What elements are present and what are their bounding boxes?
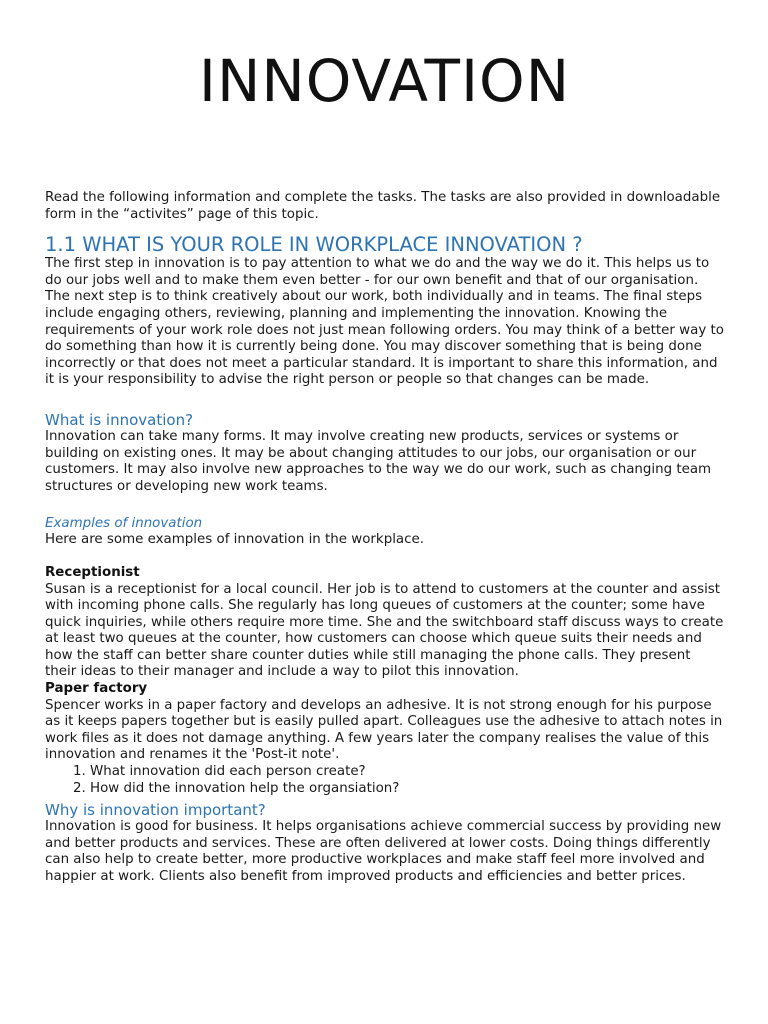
list-item: 1. What innovation did each person create? <box>90 764 724 781</box>
heading-examples: Examples of innovation <box>45 516 203 532</box>
heading-what-is-innovation: What is innovation? <box>45 410 194 429</box>
body-examples: Here are some examples of innovation in the workplace. <box>45 532 424 548</box>
section-body-role: The first step in innovation is to pay attention to what we do and the way we do it. This helps us to do our jobs well and to make them even better - for our own benefit and that of our organisation. The next step is to think creatively about our work, both individually and in teams. The final steps include engaging others, reviewing, planning and implementing the innovation. Knowing the requirements of your work role does not just mean following orders. You may think of a better way to do something than how it is currently being done. You may discover something that is being done incorrectly or that does not meet a particular standard. It is important to share this information, and it is your responsibility to advise the right person or people so that changes can be made. <box>45 256 724 388</box>
heading-paper-factory: Paper factory <box>45 681 148 697</box>
intro-paragraph: Read the following information and complete the tasks. The tasks are also provided in downloadable form in the “activites” page of this topic. <box>45 190 721 222</box>
heading-why-important: Why is innovation important? <box>45 801 266 820</box>
page-title: INNOVATION <box>198 47 571 115</box>
body-why-important: Innovation is good for business. It helps organisations achieve commercial success by providing new and better products and services. These are often delivered at lower costs. Doing things differently can also help to create better, more productive workplaces and make staff feel more involved and happier at work. Clients also benefit from improved products and efficiencies and better prices. <box>45 819 722 884</box>
question-list <box>45 764 724 797</box>
list-item: 2. How did the innovation help the organsiation? <box>90 781 724 798</box>
section-heading-role: 1.1 WHAT IS YOUR ROLE IN WORKPLACE INNOVATION ? <box>45 233 583 257</box>
heading-receptionist: Receptionist <box>45 564 140 580</box>
body-paper-factory: Spencer works in a paper factory and develops an adhesive. It is not strong enough for his purpose as it keeps papers together but is easily pulled apart. Colleagues use the adhesive to attach notes in work files as it does not damage anything. A few years later the company realises the value of this innovation and renames it the 'Post-it note'. <box>45 697 723 763</box>
body-receptionist: Susan is a receptionist for a local council. Her job is to attend to customers at the counter and assist with incoming phone calls. She regularly has long queues of customers at the counter; some have quick inquiries, while others require more time. She and the switchboard staff discuss ways to create at least two queues at the counter, how customers can choose which queue suits their needs and how the staff can better share counter duties while still managing the phone calls. They present their ideas to their manager and include a way to pilot this innovation. <box>45 581 724 680</box>
body-what-is-innovation: Innovation can take many forms. It may involve creating new products, services or systems or building on existing ones. It may be about changing attitudes to our jobs, our organisation or our customers. It may also involve new approaches to the way we do our work, such as changing team structures or developing new work teams. <box>45 428 712 494</box>
